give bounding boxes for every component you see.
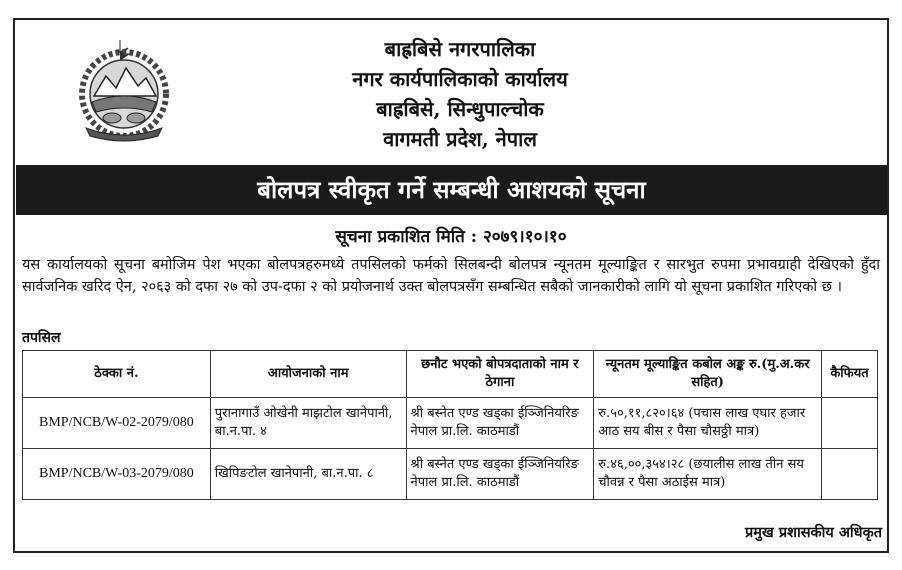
bid-table	[22, 350, 878, 500]
office-location: बाह्रबिसे, सिन्धुपाल्चोक	[376, 97, 544, 121]
table-header-row	[23, 351, 878, 398]
amount-cell: रु.५०,११,८२०।६४ (पचास लाख एघार हजार आठ सय बीस र पैसा चौसठ्ठी मात्र)	[594, 398, 822, 449]
office-name: नगर कार्यपालिकाको कार्यालय	[352, 67, 568, 91]
remarks-cell	[821, 398, 877, 449]
amount-cell: रु.४६,००,३५४।२८ (छयालीस लाख तीन सय चौवन्न र पैसा अठाईस मात्र)	[594, 449, 822, 500]
project-name-cell: खिपिङटोल खानेपानी, बा.न.पा. ८	[210, 449, 406, 500]
remarks-cell	[821, 449, 877, 500]
contract-no-cell: BMP/NCB/W-02-2079/080	[23, 398, 211, 449]
notice-paragraph: यस कार्यालयको सूचना बमोजिम पेश भएका बोलपत्रहरुमध्ये तपसिलको फर्मको सिलबन्दी बोलपत्र न्यूनतम मूल्याङ्कित र सारभुत रुपमा प्रभावग्राही देखिएको हुँदा सार्वजनिक खरिद ऐन, २०६३ को दफा २७ को उप-दफा २ को प्रयोजनार्थ उक्त बोलपत्रसँग सम्बन्धित सबैको जानकारीको लागि यो सूचना प्रकाशित गरिएको छ ।	[22, 257, 880, 295]
project-name-cell: पुरानागाउँ ओखेनी माझटोल खानेपानी, बा.न.पा. ४	[210, 398, 406, 449]
details-subheading: तपसिल	[22, 330, 61, 346]
bidder-cell: श्री बस्नेत एण्ड खड्का ईञ्जिनियरिङ नेपाल प्रा.लि. काठमाडौं	[406, 449, 594, 500]
nepal-government-emblem-icon	[72, 38, 176, 142]
contract-no-cell: BMP/NCB/W-03-2079/080	[23, 449, 211, 500]
col-bidder: छनौट भएको बोपत्रदाताको नाम र ठेगाना	[406, 351, 594, 398]
col-amount: न्यूनतम मूल्याङ्कित कबोल अङ्क रु.(मु.अ.कर सहित)	[594, 351, 822, 398]
signatory-title: प्रमुख प्रशासकीय अधिकृत	[745, 524, 882, 541]
publication-date: सूचना प्रकाशित मिति : २०७९।१०।१०	[335, 227, 567, 247]
table-row	[23, 449, 878, 500]
bidder-cell: श्री बस्नेत एण्ड खड्का ईञ्जिनियरिङ नेपाल प्रा.लि. काठमाडौं	[406, 398, 594, 449]
office-header	[200, 34, 720, 154]
notice-title-banner: बोलपत्र स्वीकृत गर्ने सम्बन्धी आशयको सूचना	[16, 165, 887, 215]
province-country: वागमती प्रदेश, नेपाल	[383, 127, 537, 151]
col-remarks: कैफियत	[821, 351, 877, 398]
col-project-name: आयोजनाको नाम	[210, 351, 406, 398]
col-contract-no: ठेक्का नं.	[23, 351, 211, 398]
table-row	[23, 398, 878, 449]
municipality-name: बाह्रबिसे नगरपालिका	[384, 37, 536, 61]
